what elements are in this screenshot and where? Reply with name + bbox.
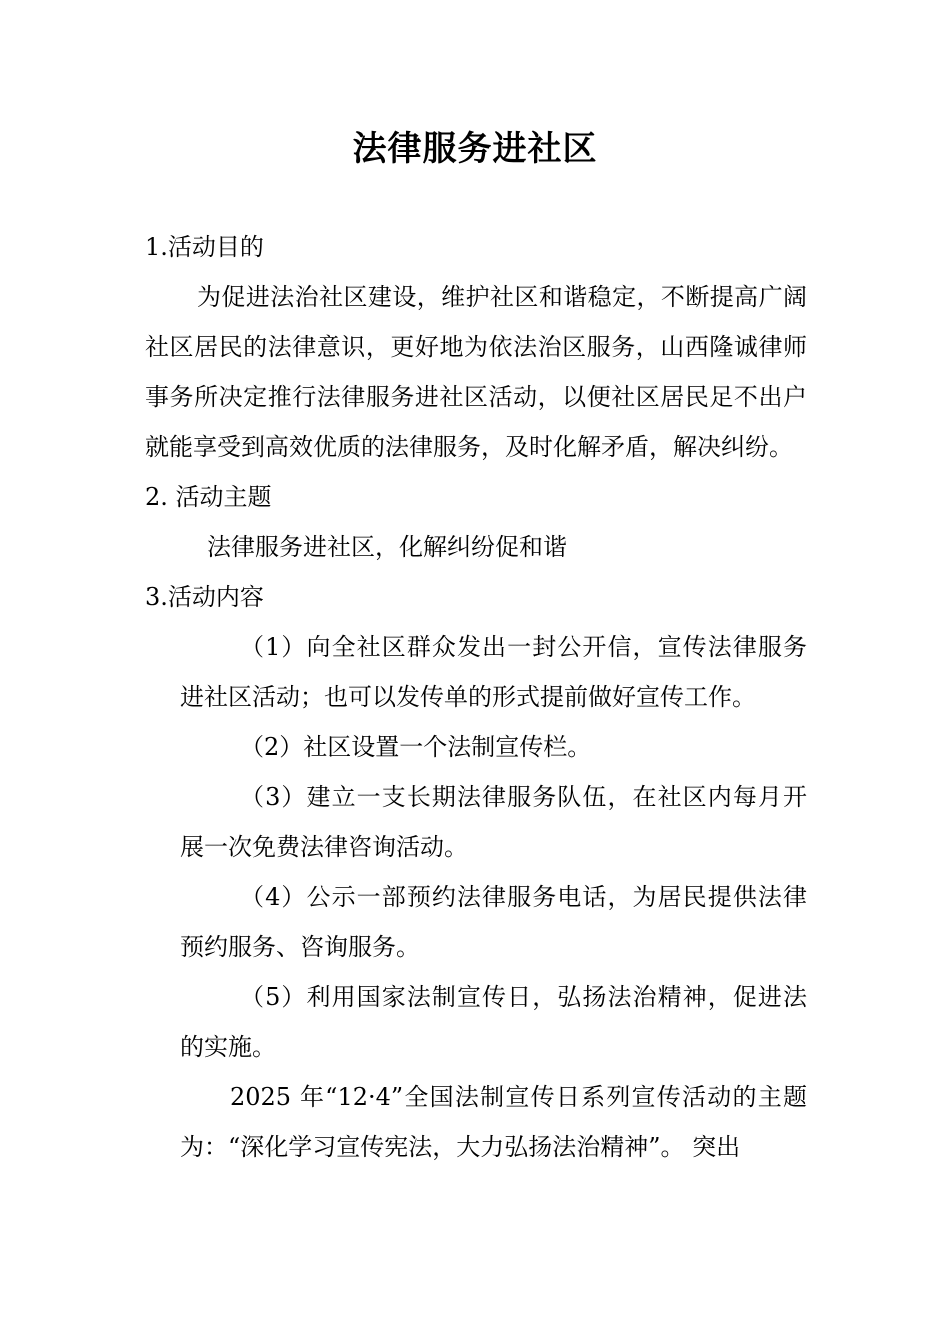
document-title: 法律服务进社区	[352, 129, 598, 169]
content-item-3: （3）建立一支长期法律服务队伍，在社区内每月开展一次免费法律咨询活动。	[180, 783, 807, 861]
content-item-1: （1）向全社区群众发出一封公开信，宣传法律服务进社区活动；也可以发传单的形式提前做好宣传工作。	[180, 633, 807, 711]
content-item-4: （4）公示一部预约法律服务电话，为居民提供法律预约服务、咨询服务。	[180, 883, 807, 961]
purpose-paragraph: 为促进法治社区建设，维护社区和谐稳定，不断提高广阔社区居民的法律意识，更好地为依法治区服务，山西隆诚律师事务所决定推行法律服务进社区活动，以便社区居民足不出户就能享受到高效优质的法律服务，及时化解矛盾，解决纠纷。	[145, 283, 807, 461]
content-item-5: （5）利用国家法制宣传日，弘扬法治精神，促进法的实施。	[180, 983, 807, 1061]
publicity-day-paragraph: 2025 年“12·4”全国法制宣传日系列宣传活动的主题为：“深化学习宣传宪法，大力弘扬法治精神”。 突出	[180, 1083, 807, 1161]
content-item-2: （2）社区设置一个法制宣传栏。	[240, 733, 592, 761]
section-heading-content: 3.活动内容	[145, 583, 264, 611]
section-heading-theme: 2. 活动主题	[145, 483, 272, 511]
theme-paragraph: 法律服务进社区，化解纠纷促和谐	[207, 533, 567, 561]
document-body	[145, 222, 807, 1172]
section-heading-purpose: 1.活动目的	[145, 233, 264, 261]
